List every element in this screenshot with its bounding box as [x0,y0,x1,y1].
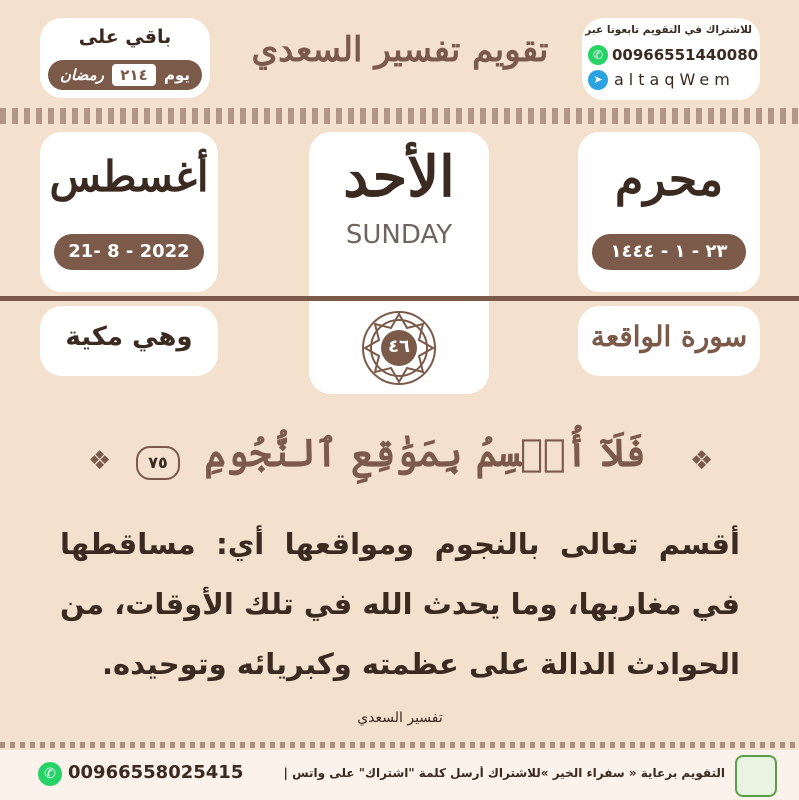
top-ornament-band [0,108,799,124]
verse-number: ٧٥ [148,453,168,472]
tafsir-source: تفسير السعدي [357,710,443,726]
surah-name: سورة الواقعة [590,320,748,353]
remaining-label: باقي على [78,26,172,48]
hijri-month: محرم [614,152,724,206]
day-english: SUNDAY [345,220,453,250]
subscribe-label: للاشتراك في التقويم تابعونا عبر [585,24,752,36]
footer-text: التقويم برعاية « سفراء الخير »للاشتراك أرسل كلمة "اشتراك" على واتس | [283,766,725,780]
whatsapp-icon[interactable]: ✆ [588,45,608,65]
hijri-date: ٢٣ - ١ - ١٤٤٤ [592,234,746,270]
footer-whatsapp-icon[interactable]: ✆ [38,762,62,786]
ornament-icon [359,308,439,388]
surah-name-card [578,306,760,376]
tafsir-text: أقسم تعالى بالنجوم ومواقعها أي: مساقطها في مغاربها، وما يحدث الله في تلك الأوقات، من الحوادث الدالة على عظمته وكبريائه وتوحيده. [60,527,740,681]
day-arabic: الأحد [343,144,455,210]
hijri-card [578,132,760,292]
calendar-title: تقويم تفسير السعدي [251,30,549,70]
subscribe-card [582,18,760,100]
remaining-target: رمضان [60,66,104,84]
gregorian-date: 21- 8 - 2022 [54,234,204,270]
footer-ornament-band [0,742,799,748]
remaining-pill [48,60,202,90]
surah-number: ٤٦ [388,336,410,357]
footer-number[interactable]: 00966558025415 [68,762,244,783]
verse-text: فَلَآ أُقۡسِمُ بِمَوَٰقِعِ ٱلنُّجُومِ [204,430,646,475]
verse-number-badge [136,446,180,480]
verse-right-ornament: ❖ [690,446,714,476]
surah-type: وهي مكية [65,322,193,352]
logo-icon [735,755,777,797]
verse-left-ornament: ❖ [88,446,112,476]
gregorian-month: أغسطس [49,152,209,201]
footer-bar [0,750,799,800]
telegram-handle[interactable]: altaqWem [614,70,735,89]
surah-type-card [40,306,218,376]
gregorian-card [40,132,218,292]
remaining-days-card [40,18,210,98]
divider-line [0,296,799,301]
telegram-icon[interactable]: ➤ [588,70,608,90]
day-card [309,132,489,394]
whatsapp-number[interactable]: 00966551440080 [612,46,759,64]
remaining-count: ٢١٤ [112,64,156,86]
remaining-unit: يوم [163,66,190,84]
